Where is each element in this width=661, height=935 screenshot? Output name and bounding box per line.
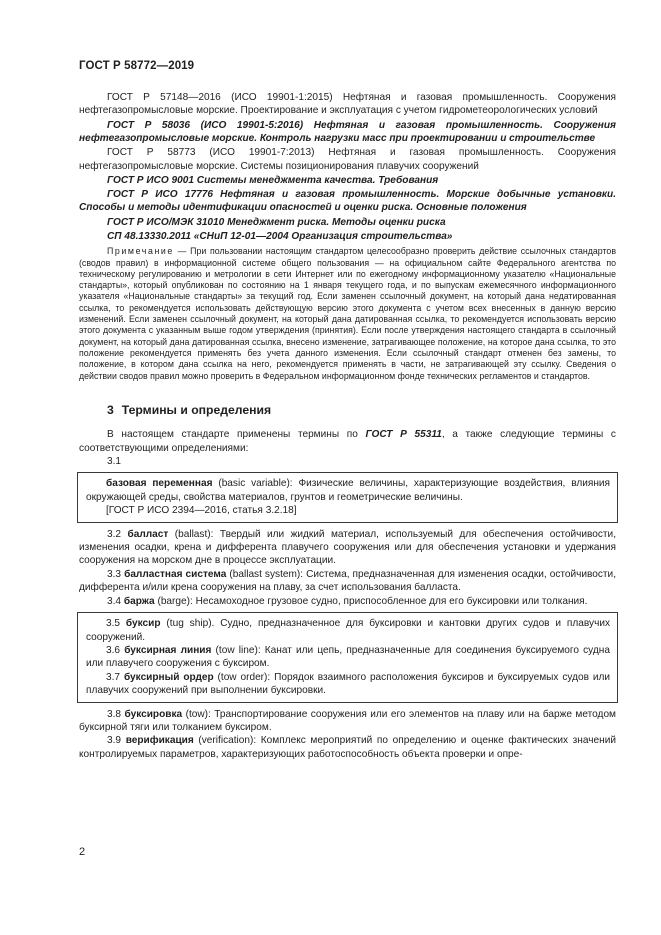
term-3-7: 3.7 буксирный ордер (tow order): Порядок взаимного расположения буксиров и буксируемых судов или плавучих сооружений при выполнении буксировки. (86, 671, 610, 697)
note-label: Примечание (107, 246, 174, 257)
document-header: ГОСТ Р 58772—2019 (79, 60, 195, 72)
term-definition: (tow): Транспортирование сооружения или его элементов на плаву или на барже методом буксирной тяги или толканием буксиром. (79, 708, 616, 733)
term-3-6: 3.6 буксирная линия (tow line): Канат или цепь, предназначенные для соединения буксируемого судна или плавучего сооружения с буксиром. (86, 644, 610, 670)
term-name: балластная система (124, 568, 227, 580)
intro-reference: ГОСТ Р 55311 (365, 429, 442, 441)
term-definition: (tug ship). Судно, предназначенное для буксировки и кантовки других судов и плавучих сооружений. (86, 618, 611, 643)
page-content (79, 91, 616, 761)
note-paragraph (79, 246, 616, 382)
term-box-3-5-3-7 (77, 612, 618, 702)
term-box-3-1 (77, 472, 618, 522)
term-3-9: 3.9 верификация (verification): Комплекс мероприятий по определению и оценке фактических значений контролируемых параметров, характеризующих работоспособность объекта проверки и опре- (79, 735, 616, 760)
term-3-5: 3.5 буксир (tug ship). Судно, предназначенное для буксировки и кантовки других судов и плавучих сооружений. (86, 618, 611, 643)
term-definition: (verification): Комплекс мероприятий по определению и оценке фактических значений контролируемых параметров, характеризующих работоспособность объекта проверки и опре- (79, 735, 616, 760)
term-definition: (barge): Несамоходное грузовое судно, приспособленное для его буксировки или толкания. (157, 595, 588, 607)
term-3-4: 3.4 баржа (barge): Несамоходное грузовое судно, приспособленное для его буксировки или толкания. (107, 595, 588, 607)
term-3-2: 3.2 балласт (ballast): Твердый или жидкий материал, используемый для обеспечения остойчивости, изменения осадки, крена и дифферента плавучего сооружения или для обеспечения установки и удержания сооружения на морском дне в процессе эксплуатации. (79, 528, 617, 567)
term-name: балласт (127, 528, 169, 540)
reference-item: ГОСТ Р 58773 (ИСО 19901-7:2013) Нефтяная и газовая промышленность. Сооружения нефтегазопромысловые морские. Системы позиционирования плавучих сооружений (79, 147, 616, 172)
term-3-1 (86, 477, 610, 504)
term-definition: (basic variable): Физические величины, характеризующие воздействия, влияния окружающей среды, свойства материалов, грунтов и геометрические величины. (86, 478, 610, 503)
reference-item: ГОСТ Р ИСО/МЭК 31010 Менеджмент риска. Методы оценки риска (107, 216, 446, 228)
term-definition: (ballast system): Система, предназначенная для изменения осадки, остойчивости, дифферента и/или крена сооружения на плаву, за счет использования балласта. (79, 568, 616, 594)
section-number: 3 (107, 402, 114, 417)
term-name: буксирная линия (124, 644, 212, 656)
term-source: [ГОСТ Р ИСО 2394—2016, статья 3.2.18] (106, 505, 297, 517)
term-name: базовая переменная (106, 478, 213, 490)
reference-item: ГОСТ Р 57148—2016 (ИСО 19901-1:2015) Нефтяная и газовая промышленность. Сооружения нефтегазопромысловые морские. Проектирование и эксплуатация с учетом гидрометеорологических условий (79, 92, 616, 117)
reference-item: ГОСТ Р 58036 (ИСО 19901-5:2016) Нефтяная и газовая промышленность. Сооружения нефтегазопромысловые морские. Контроль нагрузки масс при проектировании и строительстве (79, 119, 616, 145)
term-definition: (ballast): Твердый или жидкий материал, используемый для обеспечения остойчивости, изменения осадки, крена и дифферента плавучего сооружения или для обеспечения установки и удержания сооружения на морском дне в процессе эксплуатации. (79, 528, 617, 567)
note-text: — При пользовании настоящим стандартом целесообразно проверить действие ссылочных стандартов (сводов правил) в информационной системе общего пользования — на официальном сайте Федерального агентства по техническому регулированию и метрологии в сети Интернет или по ежегодному информационному указателю «Национальные стандарты», который опубликован по состоянию на 1 января текущего года, и по выпускам ежемесячного информационного указателя «Национальные стандарты» за текущий год. Если заменен ссылочный документ, на который дана недатированная ссылка, то рекомендуется использовать действующую версию этого документа с учетом всех внесенных в данную версию изменений. Если заменен ссылочный документ, на который дана датированная ссылка, то рекомендуется использовать версию этого документа с указанным выше годом утверждения (принятия). Если после утверждения настоящего стандарта в ссылочный документ, на который дана датированная ссылка, внесено изменение, затрагивающее положение, на которое дана ссылка, то это положение рекомендуется применять без учета данного изменения. Если ссылочный стандарт отменен без замены, то положение, в котором дана ссылка на него, рекомендуется применять в части, не затрагивающей эту ссылку. Сведения о действии сводов правил можно проверить в Федеральном информационном фонде технических регламентов и стандартов. (79, 246, 616, 381)
term-name: буксировка (124, 708, 183, 720)
reference-item: ГОСТ Р ИСО 17776 Нефтяная и газовая промышленность. Морские добычные установки. Способы и методы идентификации опасностей и оценки риска. Основные положения (79, 189, 616, 214)
term-name: буксир (125, 618, 161, 630)
term-name: верификация (125, 735, 194, 747)
section-title: Термины и определения (121, 402, 272, 417)
page-number: 2 (79, 846, 86, 858)
term-3-8: 3.8 буксировка (tow): Транспортирование сооружения или его элементов на плаву или на барже методом буксирной тяги или толканием буксиром. (79, 708, 616, 733)
term-number-3-1: 3.1 (107, 456, 122, 468)
section-heading (79, 404, 616, 417)
reference-item: СП 48.13330.2011 «СНиП 12-01—2004 Организация строительства» (107, 230, 453, 242)
term-definition: (tow line): Канат или цепь, предназначенные для соединения буксируемого судна или плавучего сооружения с буксиром. (86, 644, 610, 670)
section-intro: В настоящем стандарте применены термины по ГОСТ Р 55311, а также следующие термины с соответствующими определениями: (79, 429, 616, 454)
term-3-3: 3.3 балластная система (ballast system): Система, предназначенная для изменения осадки, остойчивости, дифферента и/или крена сооружения на плаву, за счет использования балласта. (79, 568, 616, 594)
term-name: буксирный ордер (123, 671, 214, 683)
term-name: баржа (123, 595, 155, 607)
term-definition: (tow order): Порядок взаимного расположения буксиров и буксируемых судов или плавучих сооружений при выполнении буксировки. (86, 671, 610, 697)
reference-item: ГОСТ Р ИСО 9001 Системы менеджмента качества. Требования (107, 174, 439, 186)
